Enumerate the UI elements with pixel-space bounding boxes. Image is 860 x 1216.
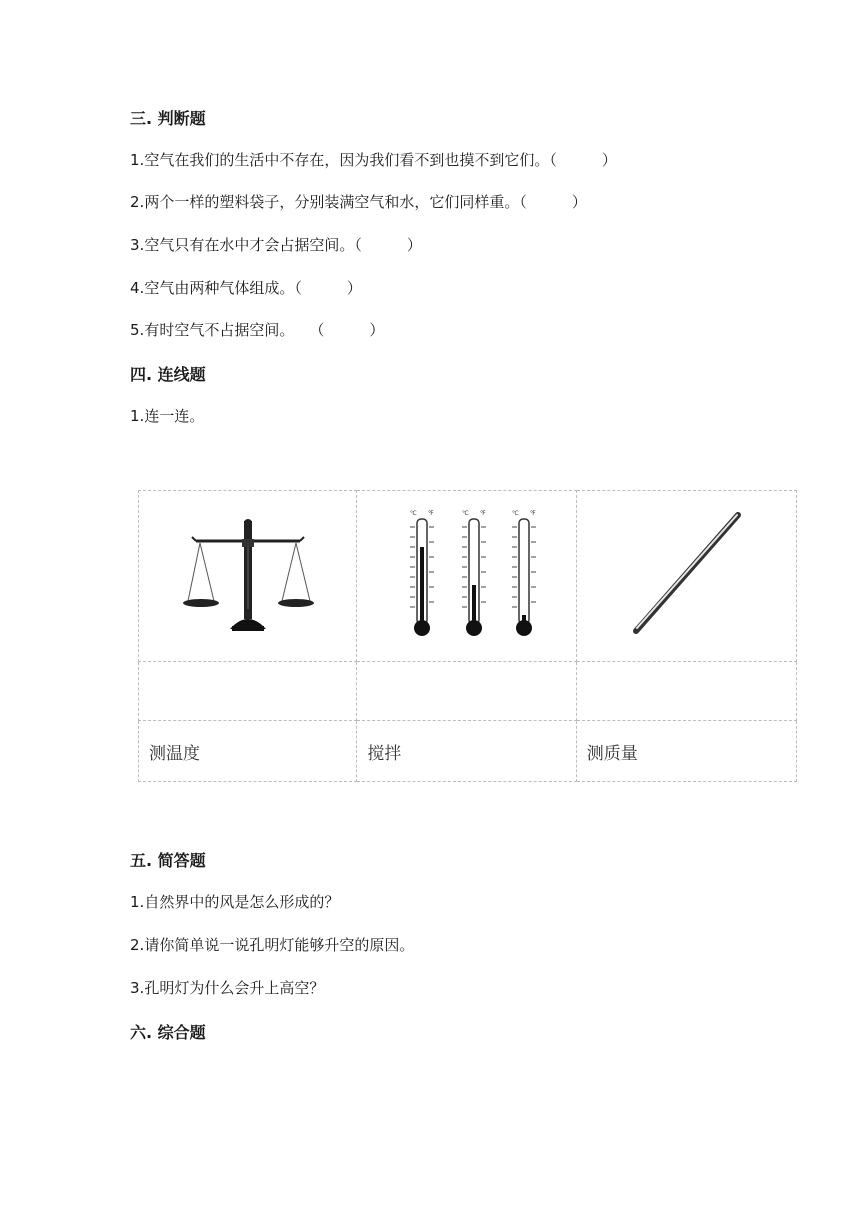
glass-rod-cell bbox=[576, 491, 796, 662]
thermometer-unit-c: ℃ bbox=[461, 509, 469, 517]
balance-scale-icon bbox=[178, 509, 318, 639]
blank-cell bbox=[357, 662, 576, 721]
matching-blank-row bbox=[139, 662, 797, 721]
matching-image-row bbox=[139, 491, 797, 662]
question-number: 5. bbox=[130, 321, 145, 339]
thermometer-unit-c: ℃ bbox=[511, 509, 519, 517]
thermometer-unit-f: ℉ bbox=[479, 509, 486, 517]
label-measure-temperature: 测温度 bbox=[139, 721, 357, 782]
judgement-question-4 bbox=[130, 277, 362, 298]
section-6-heading: 六. 综合题 bbox=[130, 1023, 206, 1042]
question-text: 有时空气不占据空间。 （ ） bbox=[144, 321, 385, 339]
judgement-question-1 bbox=[130, 149, 617, 170]
question-text: 空气由两种气体组成。（ ） bbox=[144, 279, 362, 297]
question-number: 2. bbox=[130, 193, 145, 211]
thermometers-icon bbox=[392, 507, 542, 642]
question-number: 4. bbox=[130, 279, 145, 297]
short-answer-question-1 bbox=[130, 891, 339, 912]
question-text: 空气只有在水中才会占据空间。（ ） bbox=[144, 236, 422, 254]
judgement-question-3 bbox=[130, 234, 422, 255]
question-number: 2. bbox=[130, 936, 145, 954]
matching-table bbox=[138, 490, 797, 782]
blank-cell bbox=[139, 662, 357, 721]
matching-label-row bbox=[139, 721, 797, 782]
question-number: 3. bbox=[130, 979, 145, 997]
question-number: 1. bbox=[130, 407, 145, 425]
judgement-question-5 bbox=[130, 319, 384, 340]
question-number: 1. bbox=[130, 151, 145, 169]
judgement-question-2 bbox=[130, 191, 587, 212]
label-stir: 搅拌 bbox=[357, 721, 576, 782]
short-answer-question-3 bbox=[130, 977, 324, 998]
matching-question-1 bbox=[130, 405, 204, 426]
label-measure-mass: 测质量 bbox=[576, 721, 796, 782]
question-number: 3. bbox=[130, 236, 145, 254]
glass-rod-icon bbox=[616, 507, 756, 642]
question-text: 空气在我们的生活中不存在，因为我们看不到也摸不到它们。（ ） bbox=[144, 151, 617, 169]
short-answer-question-2 bbox=[130, 934, 414, 955]
question-text: 两个一样的塑料袋子，分别装满空气和水，它们同样重。（ ） bbox=[144, 193, 587, 211]
section-5-heading: 五. 简答题 bbox=[130, 851, 206, 870]
question-text: 连一连。 bbox=[144, 407, 205, 425]
question-number: 1. bbox=[130, 893, 145, 911]
question-text: 自然界中的风是怎么形成的？ bbox=[144, 893, 340, 911]
thermometers-cell bbox=[357, 491, 576, 662]
thermometer-unit-f: ℉ bbox=[427, 509, 434, 517]
blank-cell bbox=[576, 662, 796, 721]
question-text: 请你简单说一说孔明灯能够升空的原因。 bbox=[144, 936, 415, 954]
thermometer-unit-f: ℉ bbox=[529, 509, 536, 517]
thermometer-unit-c: ℃ bbox=[409, 509, 417, 517]
balance-scale-cell bbox=[139, 491, 357, 662]
section-4-heading: 四. 连线题 bbox=[130, 365, 206, 384]
question-text: 孔明灯为什么会升上高空？ bbox=[144, 979, 325, 997]
section-3-heading: 三. 判断题 bbox=[130, 109, 206, 128]
